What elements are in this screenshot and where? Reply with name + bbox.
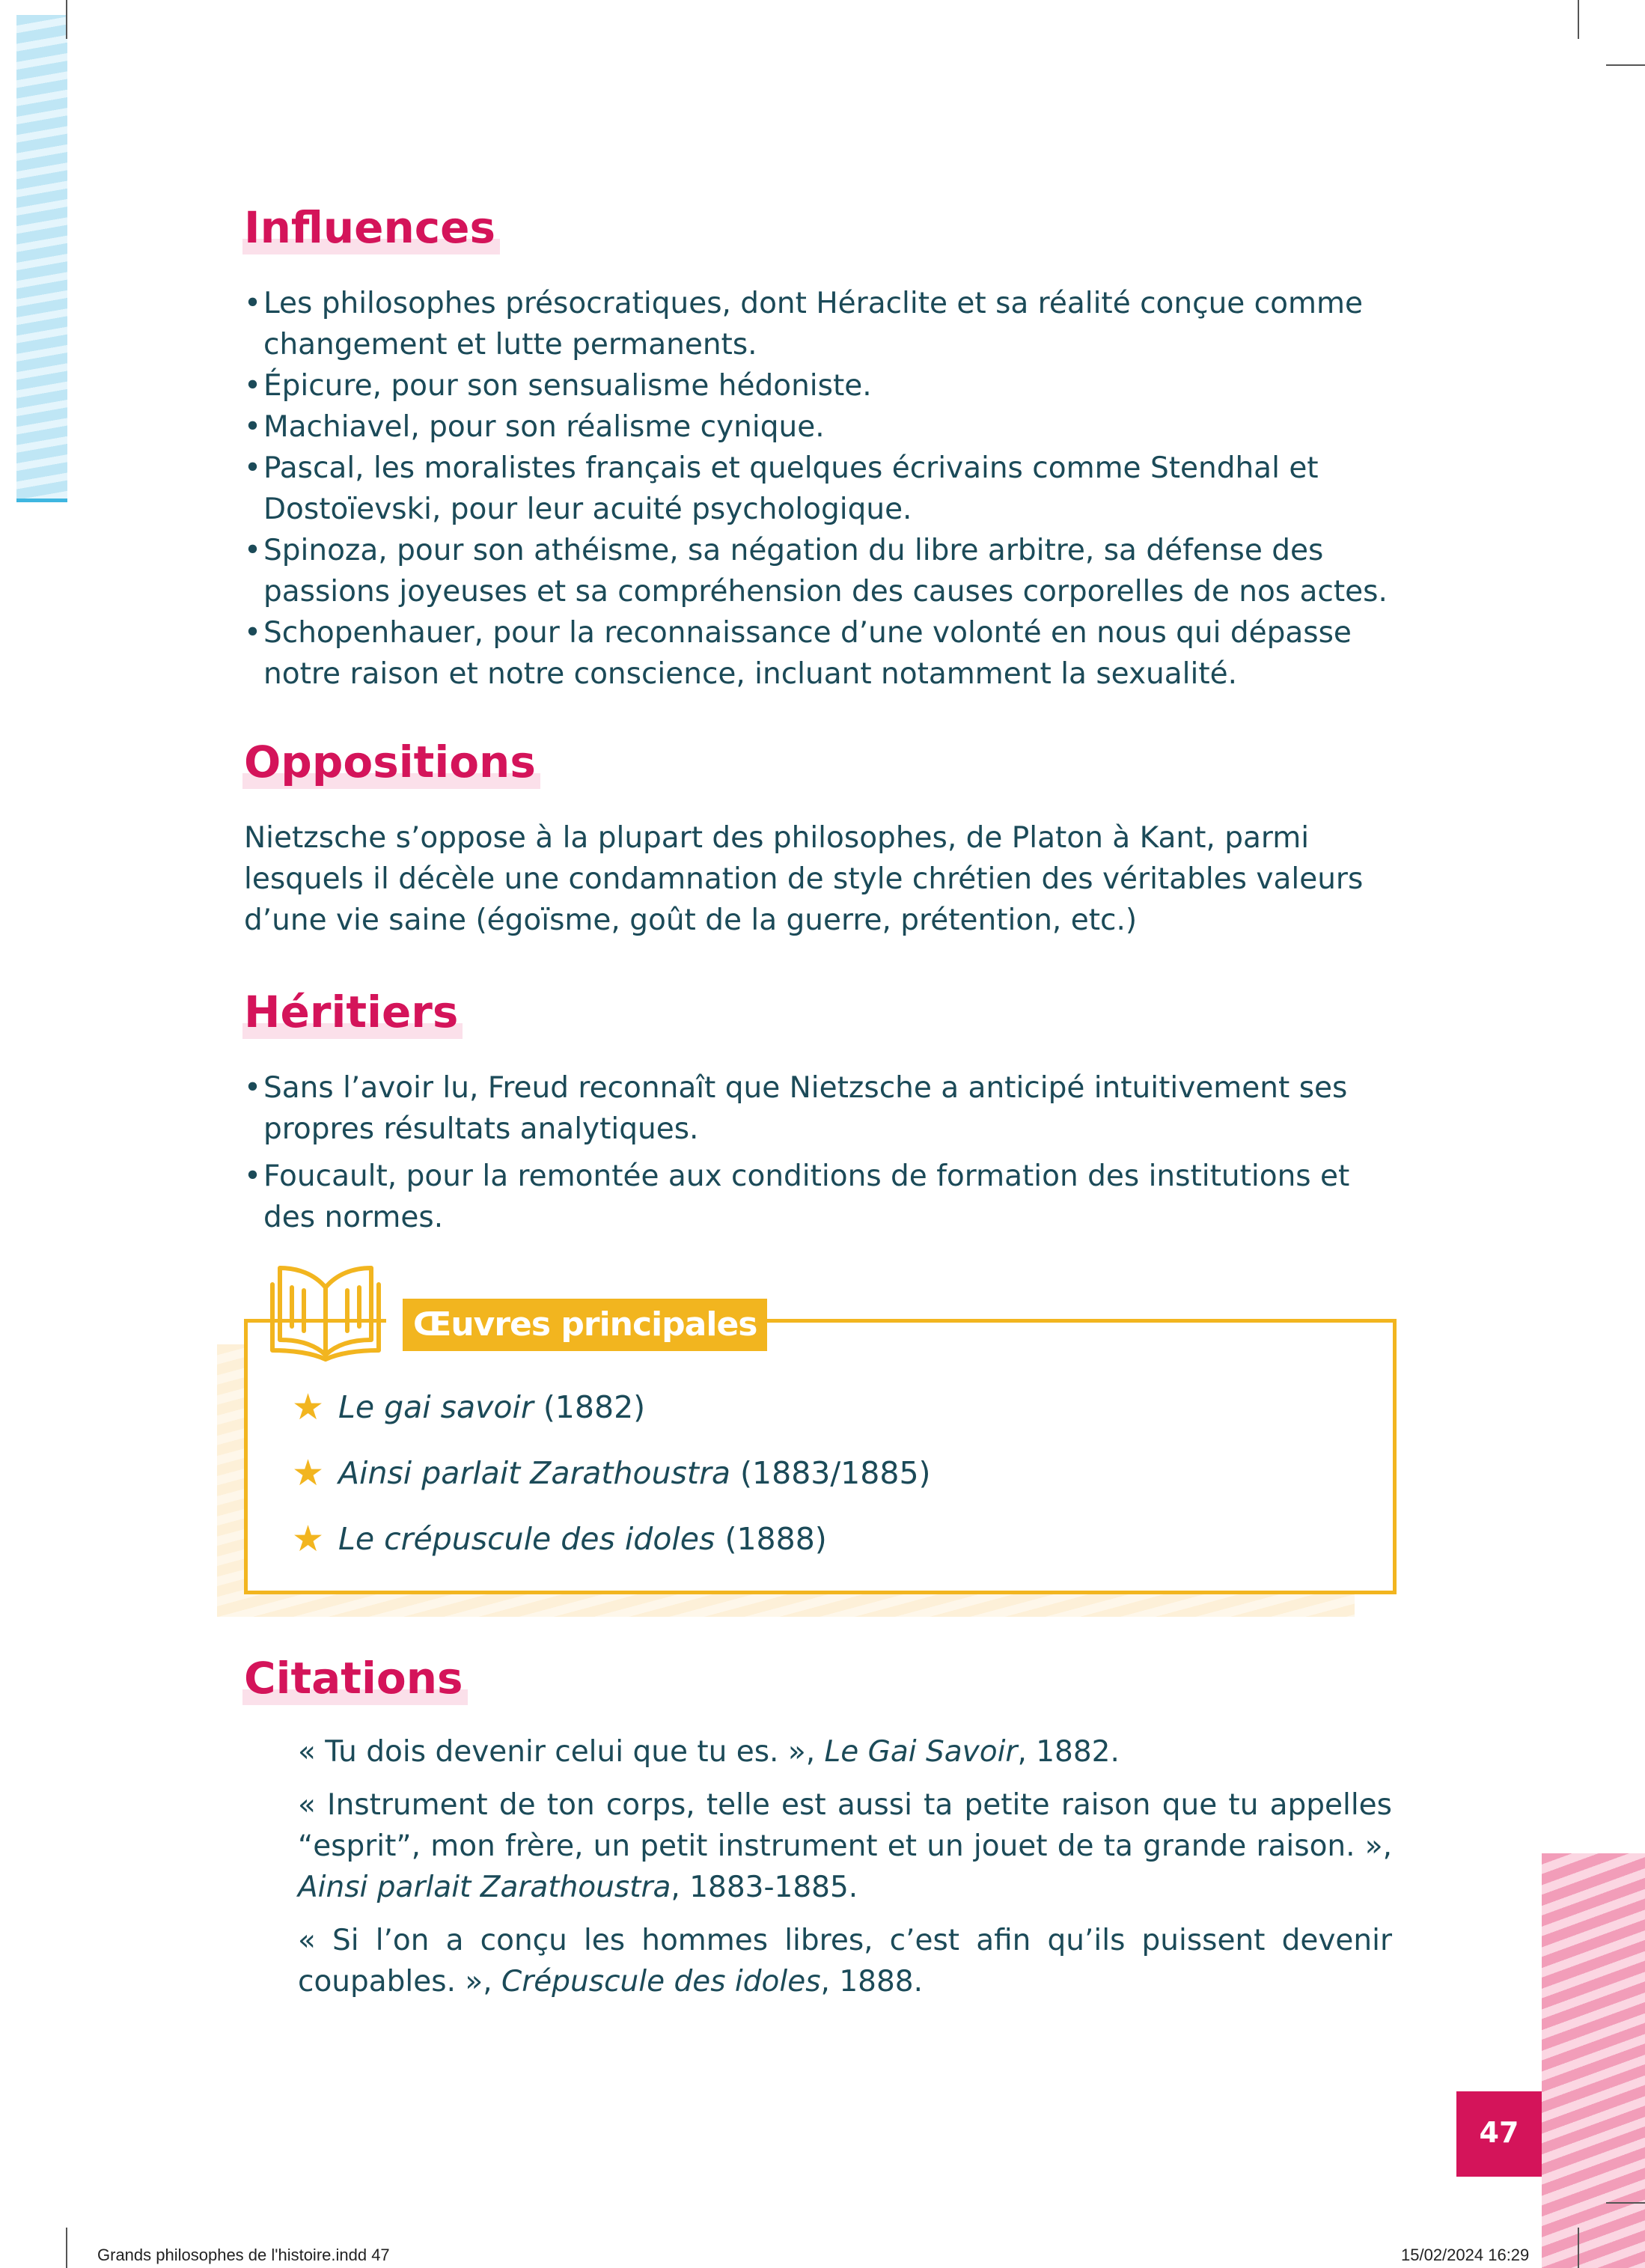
heritiers-section — [244, 1067, 1391, 1244]
quote-date: , 1888. — [820, 1965, 923, 1999]
list-item: • Les philosophes présocratiques, dont Héraclite et sa réalité conçue comme changement et lutte permanents. — [244, 283, 1391, 365]
list-item: • Sans l’avoir lu, Freud reconnaît que Nietzsche a anticipé intuitivement ses propres résultats analytiques. — [244, 1067, 1391, 1150]
quote-source: Le Gai Savoir — [824, 1735, 1018, 1769]
list-item — [292, 1440, 931, 1506]
list-item: • Machiavel, pour son réalisme cynique. — [244, 406, 1391, 448]
oeuvres-list — [292, 1374, 931, 1572]
quote-date: , 1883-1885. — [671, 1871, 858, 1904]
work-title: Ainsi parlait Zarathoustra — [338, 1455, 730, 1491]
page-number: 47 — [1456, 2091, 1542, 2177]
quote-text: « Instrument de ton corps, telle est aussi ta petite raison que tu appelles “esprit”, mon frère, un petit instrument et un jouet de ta grande raison. », — [298, 1788, 1392, 1863]
crop-mark — [66, 2228, 67, 2268]
crop-mark — [1606, 64, 1645, 66]
quote-text: « Si l’on a conçu les hommes libres, c’est afin qu’ils puissent devenir coupables. », — [298, 1924, 1392, 1999]
list-item: • Pascal, les moralistes français et quelques écrivains comme Stendhal et Dostoïevski, pour leur acuité psychologique. — [244, 448, 1391, 530]
footer-datetime: 15/02/2024 16:29 — [1401, 2246, 1530, 2264]
crop-mark — [1578, 0, 1579, 39]
heritiers-list — [244, 1067, 1391, 1238]
left-stripe-underline — [16, 499, 67, 502]
heading-heritiers: Héritiers — [242, 987, 463, 1039]
crop-mark — [1578, 2228, 1579, 2268]
work-year: (1882) — [543, 1389, 646, 1425]
star-icon: ★ — [292, 1518, 325, 1560]
work-title: Le crépuscule des idoles — [338, 1521, 715, 1557]
right-decorative-stripe — [1542, 1853, 1645, 2268]
influences-section — [244, 283, 1391, 695]
heading-influences: Influences — [242, 202, 500, 254]
work-title: Le gai savoir — [338, 1389, 534, 1425]
star-icon: ★ — [292, 1386, 325, 1428]
list-item: • Spinoza, pour son athéisme, sa négation du libre arbitre, sa défense des passions joyeuses et sa compréhension des causes corporelles de nos actes. — [244, 530, 1391, 612]
quote-text: « Tu dois devenir celui que tu es. », — [298, 1735, 825, 1769]
oppositions-paragraph: Nietzsche s’oppose à la plupart des philosophes, de Platon à Kant, parmi lesquels il décèle une condamnation de style chrétien des véritables valeurs d’une vie saine (égoïsme, goût de la guerre, prétention, etc.) — [244, 821, 1364, 937]
crop-mark — [1606, 2202, 1645, 2204]
quote-source: Crépuscule des idoles — [501, 1965, 821, 1999]
influences-list — [244, 283, 1391, 695]
work-year: (1883/1885) — [740, 1455, 931, 1491]
footer-filename: Grands philosophes de l'histoire.indd 47 — [97, 2246, 390, 2264]
quote — [298, 1784, 1392, 1908]
open-book-icon — [269, 1258, 382, 1362]
left-decorative-stripe — [16, 15, 67, 499]
oeuvres-title: Œuvres principales — [403, 1299, 767, 1351]
heading-oppositions: Oppositions — [242, 737, 540, 789]
oppositions-section — [244, 817, 1391, 941]
heading-citations: Citations — [242, 1653, 468, 1705]
list-item — [292, 1374, 931, 1440]
citations-section — [298, 1731, 1392, 2014]
quote-date: , 1882. — [1017, 1735, 1120, 1769]
work-year: (1888) — [724, 1521, 827, 1557]
list-item: • Schopenhauer, pour la reconnaissance d’une volonté en nous qui dépasse notre raison et notre conscience, incluant notamment la sexualité. — [244, 612, 1391, 695]
list-item: • Épicure, pour son sensualisme hédoniste. — [244, 365, 1391, 406]
star-icon: ★ — [292, 1452, 325, 1494]
quote — [298, 1731, 1392, 1772]
quote-source: Ainsi parlait Zarathoustra — [298, 1871, 671, 1904]
list-item: • Foucault, pour la remontée aux conditions de formation des institutions et des normes. — [244, 1156, 1391, 1238]
list-item — [292, 1506, 931, 1572]
quote — [298, 1920, 1392, 2002]
crop-mark — [66, 0, 67, 39]
